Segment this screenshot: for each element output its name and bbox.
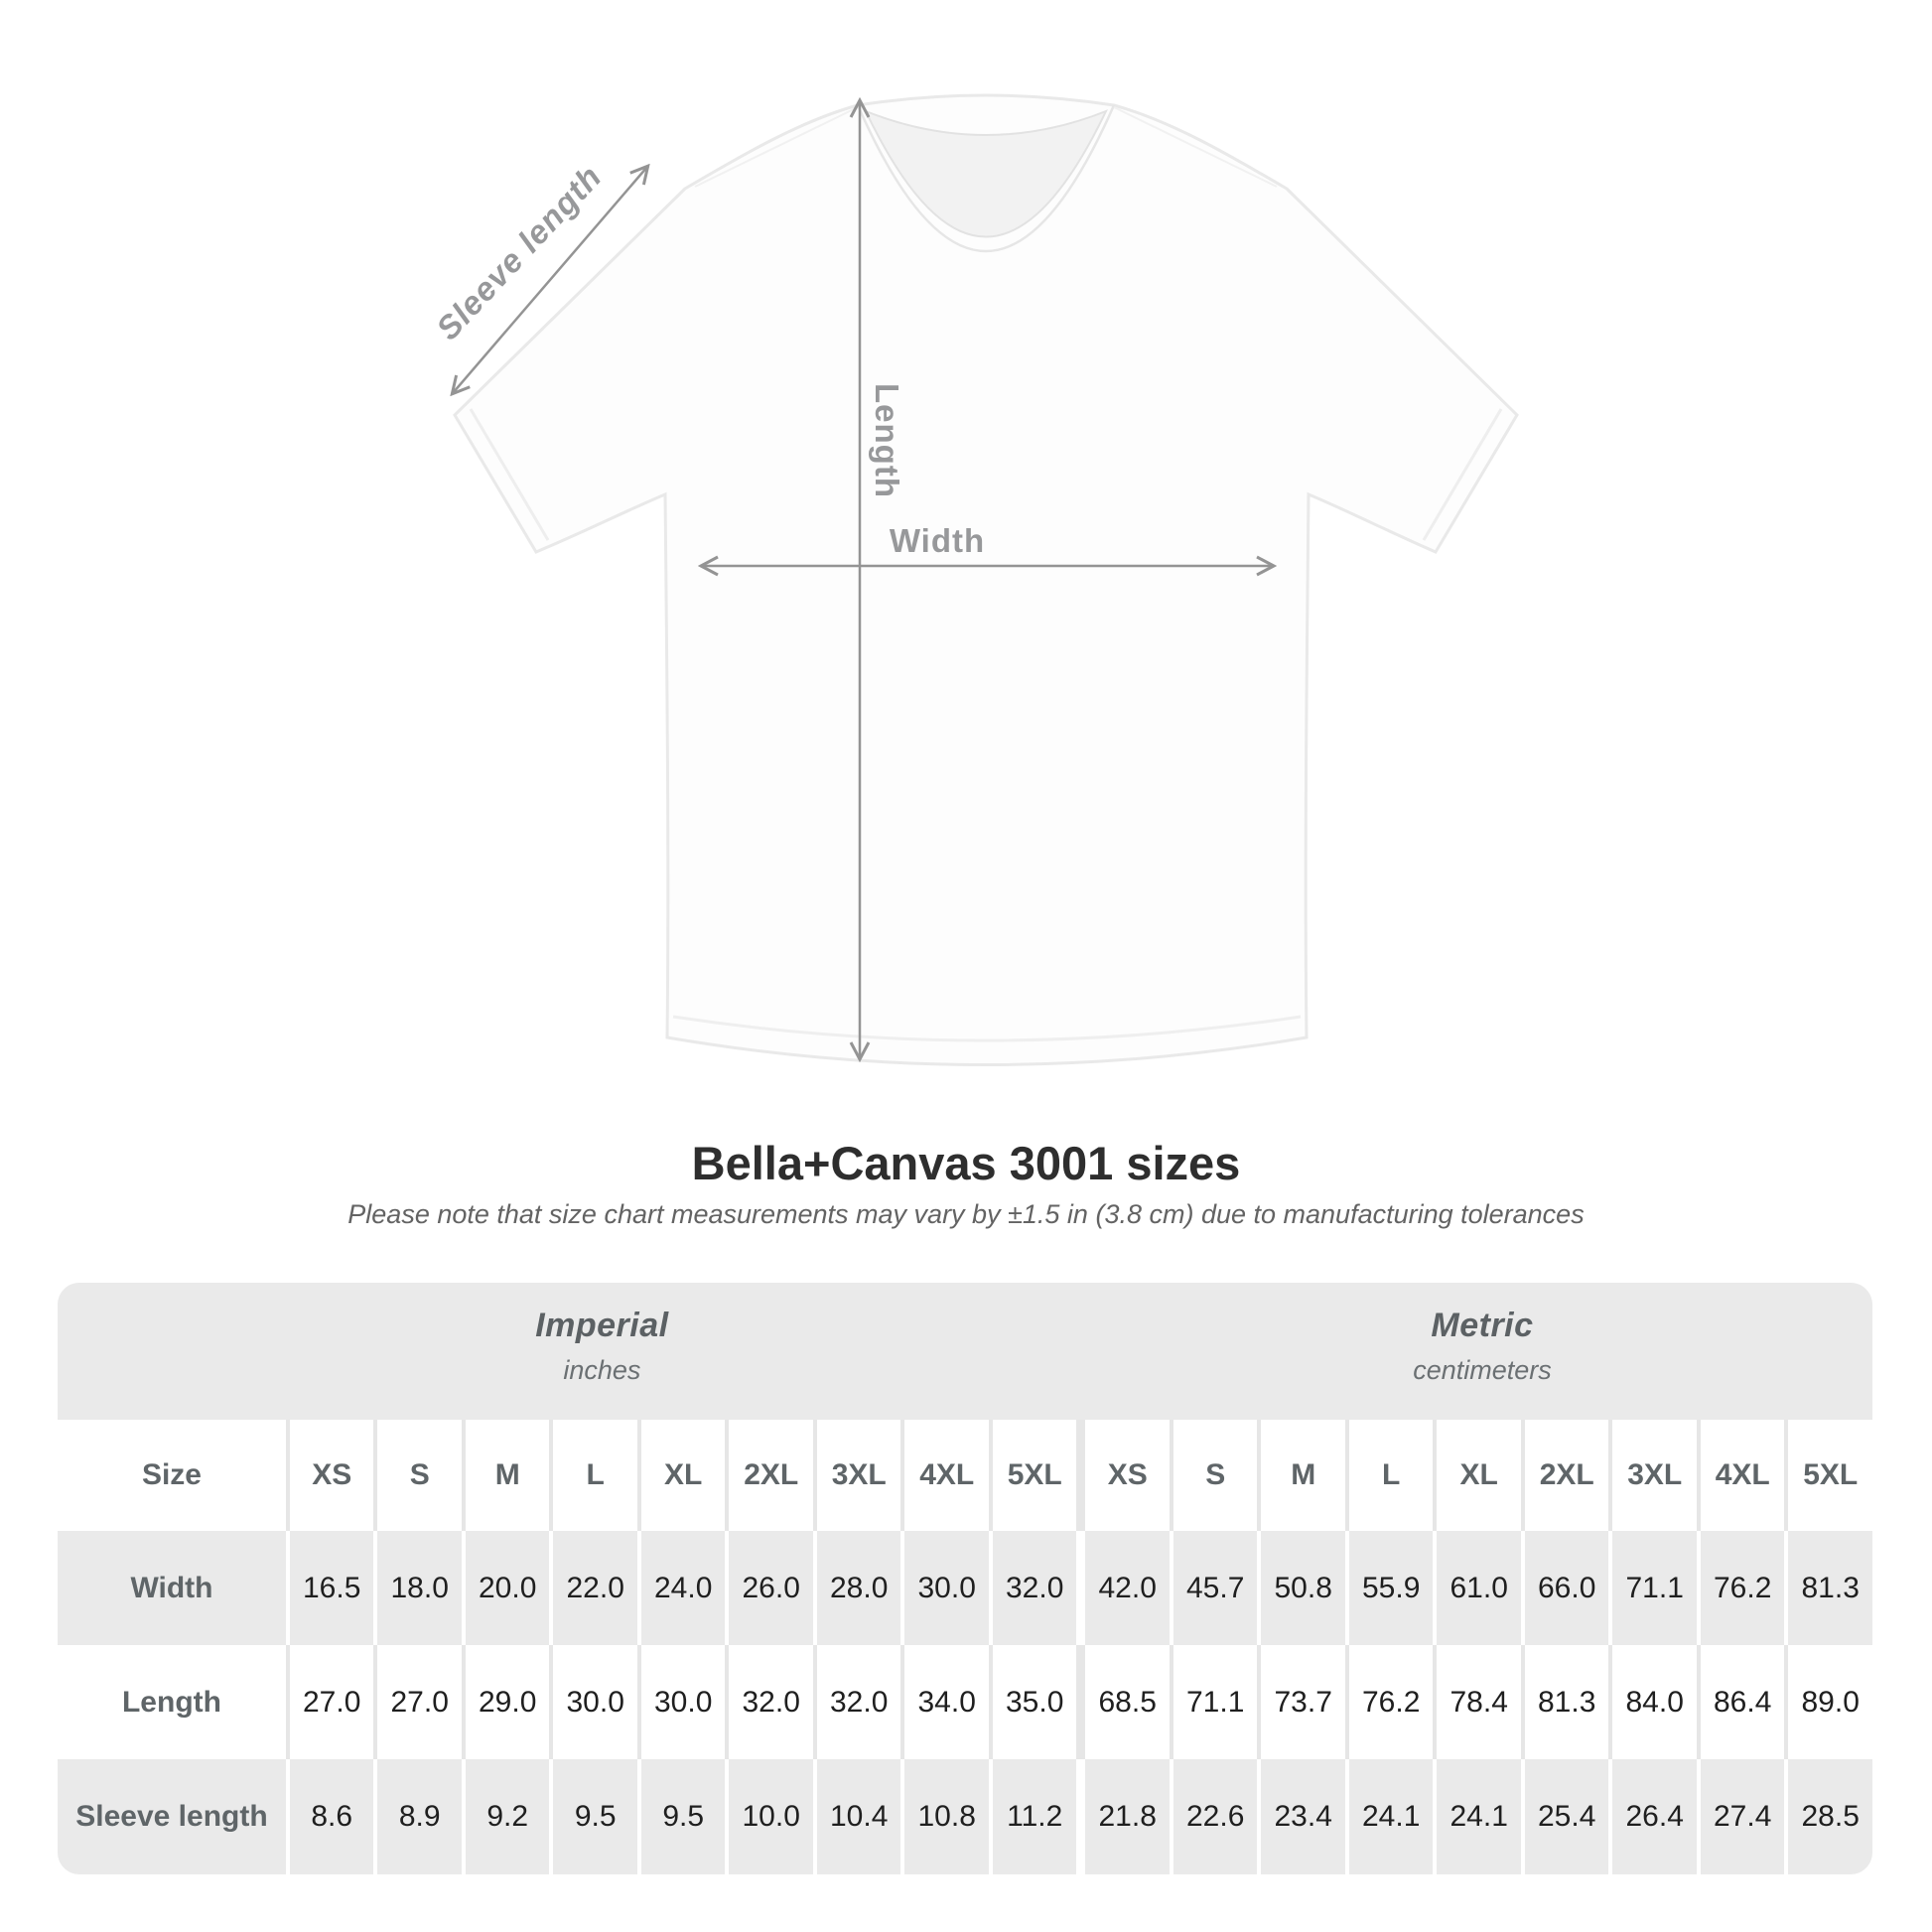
length-imperial-value: 27.0 (373, 1645, 462, 1759)
metric-section-header (1413, 1307, 1552, 1386)
width-metric-value: 61.0 (1433, 1531, 1521, 1645)
width-imperial-value: 28.0 (813, 1531, 901, 1645)
sleeve-imperial-value: 9.5 (549, 1759, 637, 1874)
length-imperial-value: 30.0 (637, 1645, 726, 1759)
sleeve-metric-value: 23.4 (1257, 1759, 1345, 1874)
metric-size-header: M (1257, 1420, 1345, 1531)
sleeve-imperial-value: 10.0 (725, 1759, 813, 1874)
page-title: Bella+Canvas 3001 sizes (691, 1137, 1241, 1189)
width-metric-value: 71.1 (1608, 1531, 1697, 1645)
imperial-size-header: 3XL (813, 1420, 901, 1531)
sleeve-imperial-value: 10.8 (900, 1759, 989, 1874)
width-imperial-value: 26.0 (725, 1531, 813, 1645)
tshirt-photo (455, 95, 1517, 1065)
length-imperial-value: 30.0 (549, 1645, 637, 1759)
unit-header-band (58, 1283, 1872, 1420)
sleeve-metric-value: 24.1 (1433, 1759, 1521, 1874)
length-row-label: Length (121, 1685, 221, 1719)
width-metric-value: 45.7 (1170, 1531, 1258, 1645)
width-imperial-value: 30.0 (900, 1531, 989, 1645)
sleeve-imperial-value: 8.9 (373, 1759, 462, 1874)
metric-size-header: 3XL (1608, 1420, 1697, 1531)
length-metric-value: 68.5 (1076, 1645, 1170, 1759)
imperial-size-header: XL (637, 1420, 726, 1531)
width-imperial-value: 22.0 (549, 1531, 637, 1645)
length-metric-value: 76.2 (1345, 1645, 1434, 1759)
width-label: Width (889, 522, 986, 559)
length-metric-value: 84.0 (1608, 1645, 1697, 1759)
metric-section-title: Metric (1431, 1307, 1534, 1344)
imperial-section-unit: inches (563, 1355, 641, 1385)
imperial-section-header (535, 1307, 668, 1386)
width-imperial-value: 20.0 (462, 1531, 550, 1645)
sleeve-metric-value: 24.1 (1345, 1759, 1434, 1874)
length-imperial-value: 34.0 (900, 1645, 989, 1759)
metric-size-header: XS (1076, 1420, 1170, 1531)
width-metric-value: 66.0 (1521, 1531, 1609, 1645)
sleeve-metric-value: 27.4 (1697, 1759, 1785, 1874)
sleeve-metric-value: 25.4 (1521, 1759, 1609, 1874)
imperial-size-header: S (373, 1420, 462, 1531)
tshirt-body (455, 95, 1517, 1065)
width-imperial-value: 24.0 (637, 1531, 726, 1645)
length-metric-value: 86.4 (1697, 1645, 1785, 1759)
width-imperial-value: 18.0 (373, 1531, 462, 1645)
length-imperial-value: 35.0 (989, 1645, 1077, 1759)
width-metric-value: 55.9 (1345, 1531, 1434, 1645)
imperial-size-header: 5XL (989, 1420, 1077, 1531)
sleeve-imperial-value: 11.2 (989, 1759, 1077, 1874)
sleeve-metric-value: 26.4 (1608, 1759, 1697, 1874)
width-row (58, 1531, 1872, 1645)
sleeve-imperial-value: 9.5 (637, 1759, 726, 1874)
size-chart-table (58, 1283, 1872, 1874)
sleeve-imperial-value: 8.6 (286, 1759, 374, 1874)
length-label: Length (869, 383, 905, 498)
sleeve-length-label: Sleeve length (429, 157, 610, 347)
size-column-header: Size (141, 1458, 202, 1491)
sleeve-metric-value: 28.5 (1784, 1759, 1872, 1874)
metric-size-header: S (1170, 1420, 1258, 1531)
metric-section-unit: centimeters (1413, 1355, 1552, 1385)
sleeve-imperial-value: 10.4 (813, 1759, 901, 1874)
sleeve-length-row (58, 1759, 1872, 1874)
width-imperial-value: 16.5 (286, 1531, 374, 1645)
width-metric-value: 81.3 (1784, 1531, 1872, 1645)
length-imperial-value: 32.0 (813, 1645, 901, 1759)
metric-size-header: 2XL (1521, 1420, 1609, 1531)
length-metric-value: 89.0 (1784, 1645, 1872, 1759)
sleeve-length-row-label: Sleeve length (75, 1800, 268, 1833)
length-metric-value: 81.3 (1521, 1645, 1609, 1759)
metric-size-header: L (1345, 1420, 1434, 1531)
sleeve-imperial-value: 9.2 (462, 1759, 550, 1874)
sleeve-metric-value: 22.6 (1170, 1759, 1258, 1874)
length-row (58, 1645, 1872, 1759)
length-imperial-value: 32.0 (725, 1645, 813, 1759)
page-subtitle: Please note that size chart measurements may vary by ±1.5 in (3.8 cm) due to manufacturing tolerances (347, 1199, 1585, 1229)
imperial-size-header: XS (286, 1420, 374, 1531)
length-metric-value: 71.1 (1170, 1645, 1258, 1759)
width-metric-value: 76.2 (1697, 1531, 1785, 1645)
imperial-size-header: 4XL (900, 1420, 989, 1531)
length-metric-value: 73.7 (1257, 1645, 1345, 1759)
length-imperial-value: 29.0 (462, 1645, 550, 1759)
length-metric-value: 78.4 (1433, 1645, 1521, 1759)
width-metric-value: 50.8 (1257, 1531, 1345, 1645)
size-header-row (58, 1420, 1872, 1531)
width-imperial-value: 32.0 (989, 1531, 1077, 1645)
metric-size-header: XL (1433, 1420, 1521, 1531)
width-row-label: Width (130, 1571, 213, 1604)
length-imperial-value: 27.0 (286, 1645, 374, 1759)
metric-size-header: 4XL (1697, 1420, 1785, 1531)
imperial-size-header: M (462, 1420, 550, 1531)
width-metric-value: 42.0 (1076, 1531, 1170, 1645)
imperial-section-title: Imperial (535, 1307, 669, 1344)
imperial-size-header: 2XL (725, 1420, 813, 1531)
imperial-size-header: L (549, 1420, 637, 1531)
sleeve-metric-value: 21.8 (1076, 1759, 1170, 1874)
metric-size-header: 5XL (1784, 1420, 1872, 1531)
